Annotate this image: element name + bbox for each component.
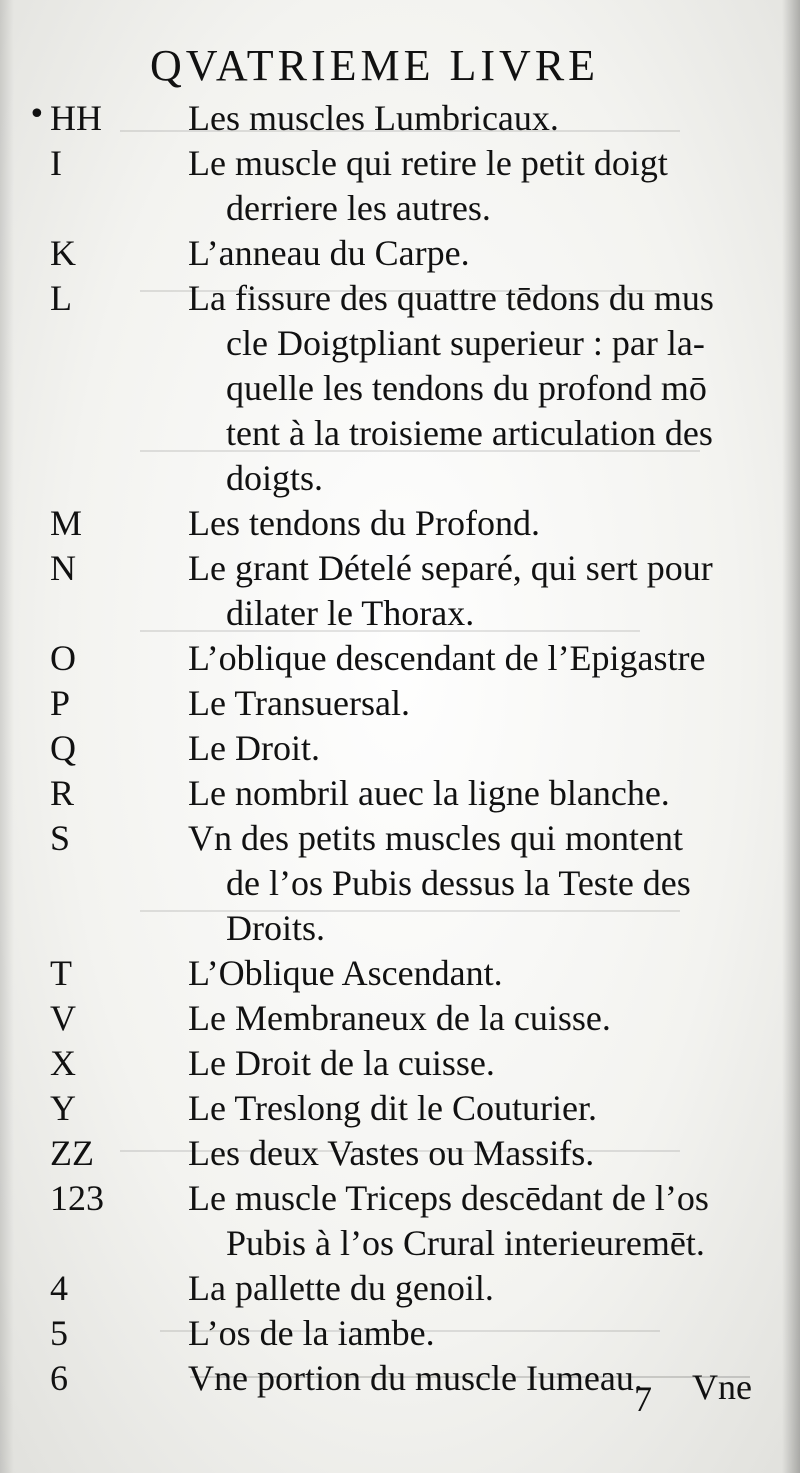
entry-row xyxy=(50,726,770,771)
entry-text: Le Treslong dit le Couturier. xyxy=(188,1088,597,1128)
entry-row xyxy=(50,231,770,276)
page-edge-shadow xyxy=(782,0,800,1473)
entry-label: X xyxy=(50,1043,76,1083)
entry-text: Vne portion du muscle Iumeau. xyxy=(188,1358,643,1398)
entry-label: O xyxy=(50,638,76,678)
entry-row xyxy=(50,816,770,951)
entry-row xyxy=(50,636,770,681)
entry-text-continuation: cle Doigtpliant superieur : par la- xyxy=(226,323,705,363)
entry-text: Le Droit. xyxy=(188,728,320,768)
entry-text-continuation: de l’os Pubis dessus la Teste des xyxy=(226,863,691,903)
entry-text: Les tendons du Profond. xyxy=(188,503,540,543)
entry-label: L xyxy=(50,278,72,318)
entry-row xyxy=(50,951,770,996)
entry-row xyxy=(50,501,770,546)
entry-text: Le muscle qui retire le petit doigt xyxy=(188,143,668,183)
entry-text: Les deux Vastes ou Massifs. xyxy=(188,1133,595,1173)
entry-text: Le Transuersal. xyxy=(188,683,410,723)
entry-text: L’oblique descendant de l’Epigastre xyxy=(188,638,706,678)
entry-row xyxy=(50,1041,770,1086)
entry-text-continuation: quelle les tendons du profond mō xyxy=(226,368,707,408)
entry-label: K xyxy=(50,233,76,273)
entry-label: T xyxy=(50,953,72,993)
entry-text: La pallette du genoil. xyxy=(188,1268,494,1308)
entry-text-continuation: tent à la troisieme articulation des xyxy=(226,413,713,453)
entry-text: Le nombril auec la ligne blanche. xyxy=(188,773,670,813)
entry-row xyxy=(50,1131,770,1176)
running-head: QVATRIEME LIVRE xyxy=(150,41,600,90)
entry-label: 4 xyxy=(50,1268,68,1308)
entry-label: HH xyxy=(50,98,102,138)
entry-row xyxy=(50,1311,770,1356)
entry-label: R xyxy=(50,773,75,813)
entry-row xyxy=(50,96,770,141)
entry-label: Y xyxy=(50,1088,76,1128)
entry-row xyxy=(50,276,770,501)
entry-row xyxy=(50,546,770,636)
entry-text-continuation: doigts. xyxy=(226,458,324,498)
signature-mark: 7 xyxy=(634,1379,652,1419)
entry-text: L’os de la iambe. xyxy=(188,1313,435,1353)
entry-row xyxy=(50,681,770,726)
entry-text: Les muscles Lumbricaux. xyxy=(188,98,559,138)
entry-text: La fissure des quattre tēdons du mus xyxy=(188,278,714,318)
entry-label: 123 xyxy=(50,1178,104,1218)
entry-label: Q xyxy=(50,728,76,768)
entry-text-continuation: dilater le Thorax. xyxy=(226,593,475,633)
entry-label: V xyxy=(50,998,76,1038)
entry-text-continuation: Pubis à l’os Crural interieuremēt. xyxy=(226,1223,705,1263)
entry-label: M xyxy=(50,503,83,543)
entry-label: P xyxy=(50,683,71,723)
footer-row xyxy=(620,1366,780,1426)
entry-label: 6 xyxy=(50,1358,68,1398)
entry-label: ZZ xyxy=(50,1133,94,1173)
entry-text: Le muscle Triceps descēdant de l’os xyxy=(188,1178,709,1218)
entry-row xyxy=(50,996,770,1041)
page-gutter-shadow xyxy=(0,0,14,1473)
entry-text-continuation: derriere les autres. xyxy=(226,188,491,228)
entry-label: 5 xyxy=(50,1313,68,1353)
entry-row xyxy=(50,771,770,816)
entry-list xyxy=(50,96,770,1401)
entry-row xyxy=(50,1266,770,1311)
entry-text: Le Droit de la cuisse. xyxy=(188,1043,495,1083)
entry-row xyxy=(50,1176,770,1266)
entry-text-continuation: Droits. xyxy=(226,908,325,948)
entry-label: I xyxy=(50,143,62,183)
entry-text: Le Membraneux de la cuisse. xyxy=(188,998,611,1038)
entry-row xyxy=(50,141,770,231)
entry-text: L’Oblique Ascendant. xyxy=(188,953,503,993)
entry-row xyxy=(50,1086,770,1131)
entry-text: Le grant Dételé separé, qui sert pour xyxy=(188,548,713,588)
margin-mark: • xyxy=(28,97,46,132)
entry-text: L’anneau du Carpe. xyxy=(188,233,470,273)
catchword: Vne xyxy=(692,1367,752,1407)
entry-label: S xyxy=(50,818,71,858)
entry-label: N xyxy=(50,548,76,588)
entry-text: Vn des petits muscles qui montent xyxy=(188,818,683,858)
